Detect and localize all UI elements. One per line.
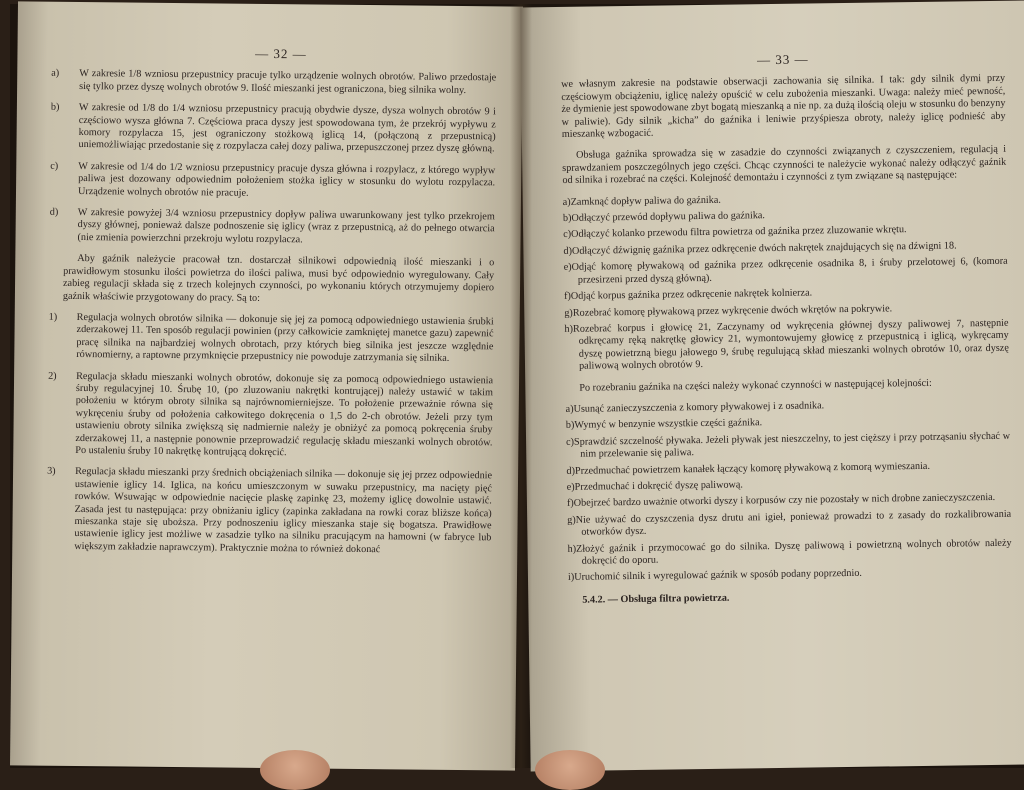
list-item: b)Odłączyć przewód dopływu paliwa do gaźnika. [562, 210, 766, 225]
right-page [520, 0, 1024, 771]
list-item: h)Złożyć gaźnik i przymocować go do silnika. Dyszę paliwową i powietrzną wolnych obrotów należy dokręcić do oporu. [567, 537, 1012, 567]
list-item: e)Odjąć komorę pływakową od gaźnika przez odkręcenie osadnika 8, i śruby przelotowej 6, (komora przesirzeni przed dyszą główną). [563, 256, 1008, 286]
list-item: c) W zakresie od 1/4 do 1/2 wzniosu przepustnicy pracuje dysza główna i rozpylacz, z którego wypływ paliwa jest dozowany odpowiednim położeniem stożka iglicy w stosunku do wylotu rozpylacza. Urządzenie wolnych obrotów nie pracuje. [50, 160, 496, 199]
page-number-left: — 32 — [255, 45, 307, 62]
page-number-right: — 33 — [756, 51, 809, 68]
step-item: 1) Regulacja wolnych obrotów silnika — dokonuje się jej za pomocą odpowiedniego ustawienia śrubki zderzakowej 11. Ten sposób regulacji powinien (przy całkowicie zamkniętej manetce gazu) zapewnić pracę silnika na najbardziej wolnych obrotach, przy których bieg silnika jest jeszcze względnie równomierny, a raptowne przymknięcie przepustnicy nie powoduje zatrzymania się silnika. [48, 311, 494, 365]
open-book [10, 4, 1024, 768]
list-item: f)Odjąć korpus gaźnika przez odkręcenie nakrętek kolnierza. [563, 287, 813, 303]
step-item: 3) Regulacja składu mieszanki przy średnich obciążeniach silnika — dokonuje się jej przez odpowiednie ustawienie iglicy 14. Iglica, na końcu umieszczonym w suwaku przepustnicy, ma nacięty pięć rowków. Wsuwając w odpowiednie nacięcie plaskę zapinkę 23, możemy iglicę dowolnie ustawić. Zasada jest tu następująca: przy obniżaniu iglicy (zapinka zakładana na rowki coraz bliższe końca) mieszanka staje się uboższa. Przy podnoszeniu iglicy mieszanka staje się bogatsza. Prawidłowe ustawienie iglicy jest możliwe w zasadzie tylko na silniku pracującym na hamowni (w fabryce lub większym zakładzie naprawczym). Praktycznie można to również dokonać [47, 466, 493, 555]
list-item: d)Przedmuchać powietrzem kanałek łączący komorę pływakową z komorą wymieszania. [566, 460, 931, 477]
list-item: c)Odłączyć kolanko przewodu filtra powietrza od gaźnika przez zluzowanie wkrętu. [563, 224, 907, 241]
paragraph: Po rozebraniu gaźnika na części należy wykonać czynności w następującej kolejności: [579, 377, 932, 394]
list-item: i)Uruchomić silnik i wyregulować gaźnik w sposób podany poprzednio. [567, 568, 863, 584]
finger [260, 750, 330, 790]
list-item: d) W zakresie powyżej 3/4 wzniosu przepustnicy dopływ paliwa uwarunkowany jest tylko przekrojem dyszy głównej, ponieważ dalsze podnoszenie się iglicy (wraz z przepustnicą, aż do pełnego otwarcia (nie zmienia powierzchni przekroju wylotu rozpylacza. [49, 206, 495, 246]
list-item: h)Rozebrać korpus i głowicę 21, Zaczynamy od wykręcenia głównej dyszy paliwowej 7, następnie odkręcamy ręką nakrętkę głowicy 21, wymontowujemy głowicę z przepustnicą i iglicą, wykręcamy dyszę powietrzną biegu jałowego 9, śrubę regulującą skład mieszanki wolnych obrotów 10, oraz dyszę paliwową wolnych obrotów 9. [564, 317, 1009, 372]
book-gutter [510, 4, 532, 768]
list-item: b)Wymyć w benzynie wszystkie części gaźnika. [565, 417, 763, 432]
finger [535, 750, 605, 790]
left-page [10, 1, 523, 770]
list-item: a)Zamknąć dopływ paliwa do gaźnika. [562, 194, 721, 208]
intro-paragraph: we własnym zakresie na podstawie obserwacji zachowania się silnika. I tak: gdy silnik dymi przy częściowym obciążeniu, iglicę należy opuścić w celu zubożenia mieszanki. Uwaga: należy mieć pewność, że dymienie jest spowodowane zbyt bogatą mieszanką a nie np. za dużą ilością oleju w stosunku do benzyny w paliwie). Gdy silnik „kicha” do gaźnika i leniwie przyśpiesza obroty, należy iglicę podnieść aby mieszankę wzbogacić. [561, 73, 1006, 140]
list-item: g)Nie używać do czyszczenia dysz drutu ani igieł, ponieważ prowadzi to z zasady do rozkalibrowania otworków dysz. [567, 508, 1012, 538]
paragraph: Obsługa gaźnika sprowadza się w zasadzie do czynności związanych z czyszczeniem, regulacją i sprawdzaniem poszczególnych jego części. Chcąc czynności te należycie wykonać należy odłączyć gaźnik od silnika i rozebrać na części. Kolejność demontażu i czynności z tym związane są następujące: [562, 144, 1007, 187]
step-item: 2) Regulacja składu mieszanki wolnych obrotów, dokonuje się za pomocą odpowiedniego ustawienia śruby regulacyjnej 10. Śrubę 10, (po zluzowaniu nakrętki kontrującej) należy ustawić w takim położeniu w którym obroty silnika są najrównomierniejsze. To położenie przeważnie równa się wykręceniu śruby od położenia całkowitego dokręcenia o 1,5 do 2-ch obrotów. Jeżeli przy tym ustawieniu obroty silnika zwiększą się nadmiernie należy je obniżyć za pomocą pokręcenia śruby zderzakowej 11, a następnie ponownie przeprowadzić regulację składu mieszanki wolnych obrotów. Po ustaleniu śruby 10 nakrętkę kontrującą dokręcić. [48, 370, 494, 459]
list-item: d)Odłączyć dźwignię gaźnika przez odkręcenie dwóch nakrętek znajdujących się na dźwigni 18. [563, 240, 957, 257]
list-item: e)Przedmuchać i dokręcić dyszę paliwową. [566, 479, 744, 493]
paragraph: Aby gaźnik należycie pracował tzn. dostarczał silnikowi odpowiednią ilość mieszanki i o prawidłowym stosunku ilości powietrza do ilości paliwa, musi być odpowiednio wyregulowany. Cały zabieg regulacji składa się z trzech kolejnych czynności, po wykonaniu których otrzymujemy dopiero gaźnik właściwie przygotowany do pracy. Są to: [62, 253, 495, 304]
list-item: f)Obejrzeć bardzo uważnie otworki dyszy i korpusów czy nie pozostały w nich drobne zanieczyszczenia. [566, 492, 996, 510]
list-item: g)Rozebrać komorę pływakową przez wykręcenie dwóch wkrętów na pokrywie. [564, 302, 893, 319]
list-item: b) W zakresie od 1/8 do 1/4 wzniosu przepustnicy pracują obydwie dysze, dysza wolnych obrotów 9 i częściowo wysza główna 7. Częściowa praca dyszy jest spowodowana tym, że przekrój wypływu z komory rozpylacza 15, jest ograniczony stożkową iglicą 14, (połączoną z przepustnicą) uniemożliwiając przedostanie się z rozpylacza całej dozy paliwa, przepuszczonej przez dyszę główną. [50, 101, 496, 155]
list-item: c)Sprawdzić szczelność pływaka. Jeżeli pływak jest nieszczelny, to jest cięższy i przy potrząsaniu słychać w nim przelewanie się paliwa. [566, 430, 1011, 460]
section-heading: 5.4.2. — Obsługa filtra powietrza. [582, 592, 730, 606]
list-item: a) W zakresie 1/8 wzniosu przepustnicy pracuje tylko urządzenie wolnych obrotów. Paliwo przedostaje się tylko przez dyszę wolnych obrotów 9. Ilość mieszanki jest ograniczona, bieg silnika wolny. [51, 68, 497, 96]
list-item: a)Usunąć zanieczyszczenia z komory pływakowej i z osadnika. [565, 400, 825, 415]
